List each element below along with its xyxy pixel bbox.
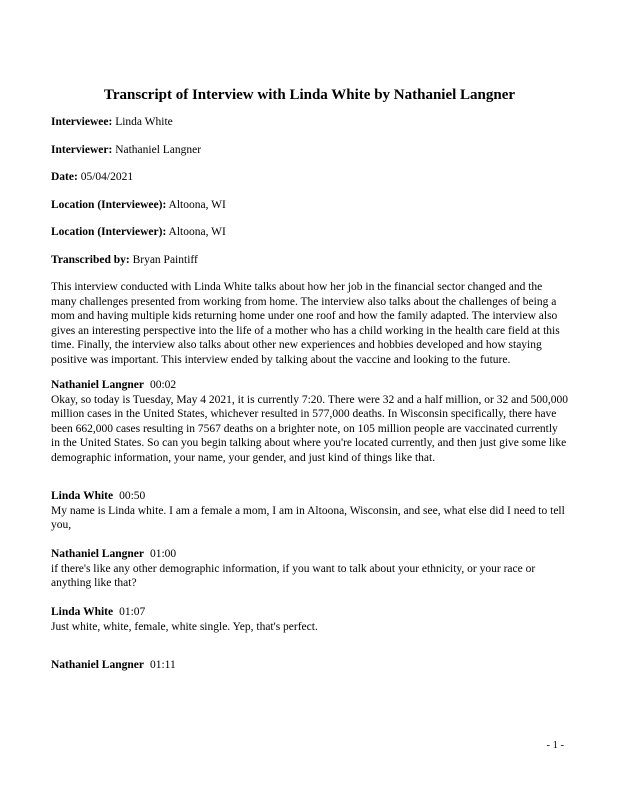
meta-row-interviewer [51,143,568,158]
summary-paragraph: This interview conducted with Linda White talks about how her job in the financial sector changed and the many challenges presented from working from home. The interview also talks about the challenges of being a mom and having multiple kids returning home under one roof and how the family adapted. The interview also gives an interesting perspective into the life of a mother who has a child working in the health care field at this time. Finally, the interview also talks about other new experiences and hobbies developed and how staying positive was important. This interview ended by talking about the vaccine and looking to the future. [51,281,560,366]
timestamp: 00:02 [149,379,177,391]
document-title: Transcript of Interview with Linda White by Nathaniel Langner [103,87,516,103]
speaker-name: Linda White [51,606,114,618]
timestamp: 00:50 [119,490,146,502]
speaker-name: Nathaniel Langner [51,659,144,671]
dialogue-text: if there's like any other demographic information, if you want to talk about your ethnicity, or your race or anything like that? [51,562,536,589]
meta-value: Nathaniel Langner [115,143,202,156]
dialogue-text: Okay, so today is Tuesday, May 4 2021, it is currently 7:20. There were 32 and a half million, or 32 and 500,000 million cases in the United States, whichever resulted in 577,000 deaths. In Wisconsin specifically, there have been 662,000 cases resulting in 7567 deaths on a brighter note, on 105 million people are vaccinated currently in the United States. So can you begin talking about where you're located currently, and then just give some like demographic information, your name, your gender, and just kind of things like that. [51,393,568,464]
timestamp: 01:07 [119,606,146,618]
speaker-line [51,547,568,562]
meta-row-interviewee [51,115,568,130]
meta-value: Bryan Paintiff [132,253,198,266]
speaker-line [51,378,568,393]
meta-label: Location (Interviewer): [51,226,167,238]
dialogue-text: Just white, white, female, white single. Yep, that's perfect. [51,620,318,633]
dialogue-entry [51,378,568,465]
meta-value: Altoona, WI [168,198,226,211]
dialogue-entry [51,605,568,634]
dialogue-entry [51,547,568,591]
timestamp: 01:00 [149,548,177,560]
meta-value: Altoona, WI [168,226,226,238]
meta-value: Linda White [115,116,173,128]
speaker-name: Nathaniel Langner [51,548,144,560]
speaker-line [51,658,568,673]
meta-label: Location (Interviewee): [51,198,167,211]
meta-row-location-interviewee [51,198,568,213]
speaker-name: Nathaniel Langner [51,379,144,391]
meta-label: Transcribed by: [51,253,130,266]
timestamp: 01:11 [149,659,176,671]
meta-value: 05/04/2021 [80,171,134,183]
speaker-line [51,489,568,504]
meta-label: Date: [51,171,78,183]
page-number: - 1 - [546,740,564,751]
document-content [51,86,568,687]
speaker-name: Linda White [51,490,114,502]
meta-label: Interviewer: [51,143,113,156]
speaker-line [51,605,568,620]
dialogue-entry [51,658,568,673]
meta-row-date [51,170,568,185]
dialogue-entry [51,489,568,533]
meta-row-location-interviewer [51,225,568,240]
dialogue-text: My name is Linda white. I am a female a mom, I am in Altoona, Wisconsin, and see, what else did I need to tell you, [51,504,565,531]
meta-row-transcribed-by [51,253,568,268]
meta-label: Interviewee: [51,116,113,128]
